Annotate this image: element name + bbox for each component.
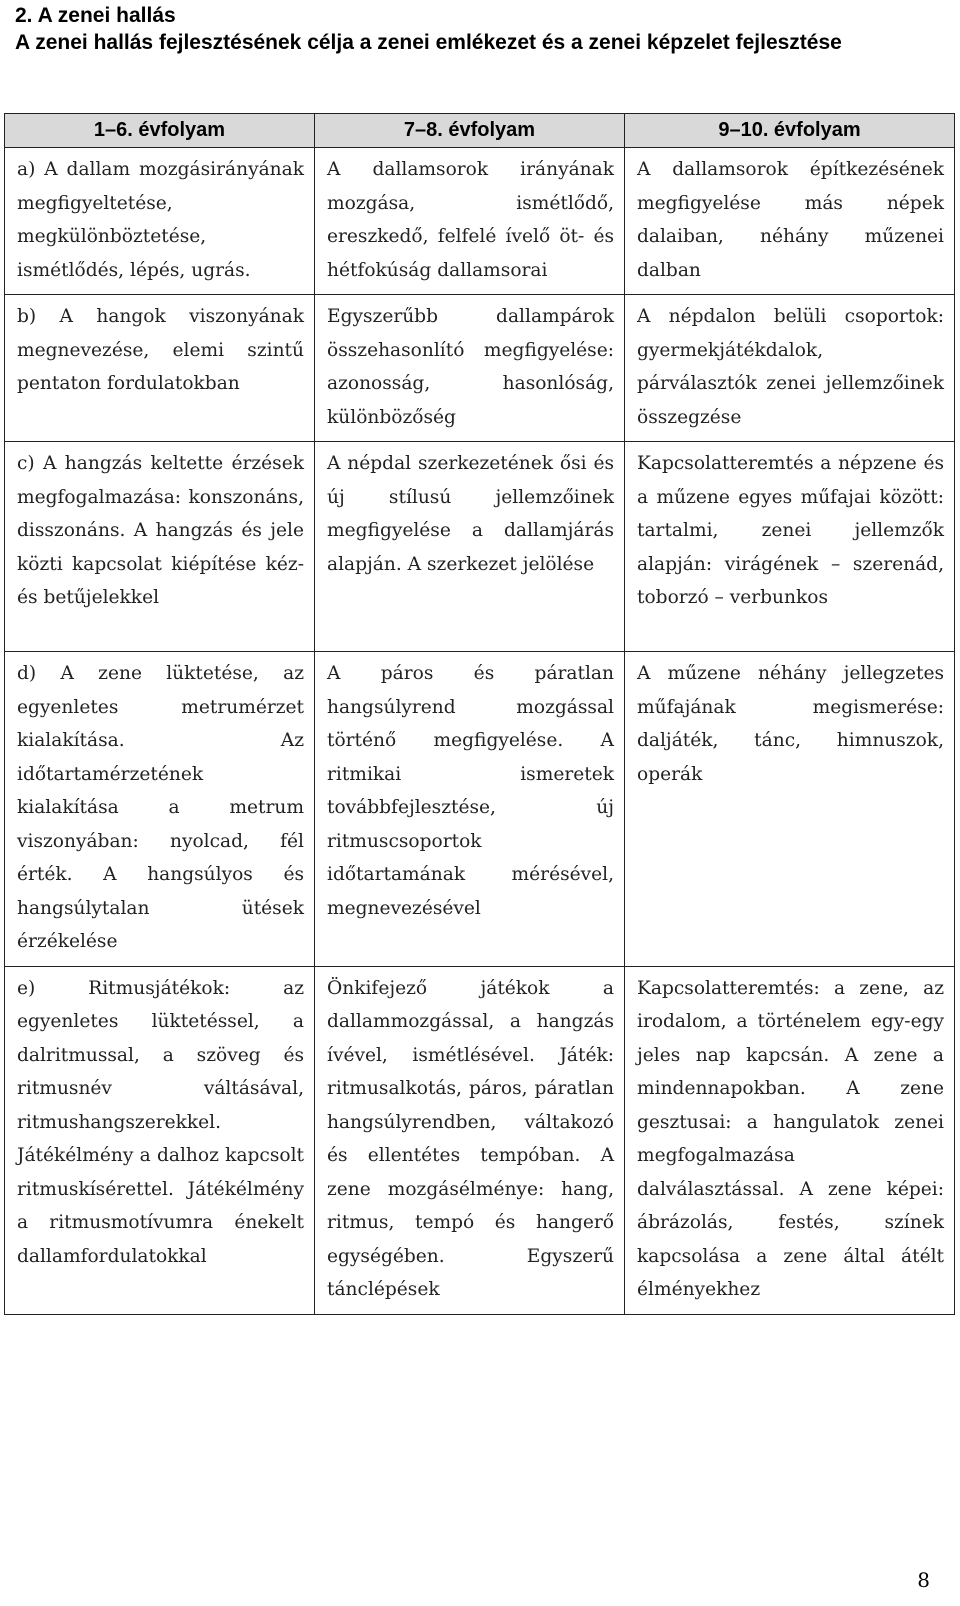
table-row: [5, 966, 955, 1314]
column-header-grade-9-10: 9–10. évfolyam: [625, 114, 955, 148]
table-cell: Kapcsolatteremtés: a zene, az irodalom, a történelem egy-egy jeles nap kapcsán. A zene a mindennapokban. A zene gesztusai: a hangulatok zenei megfogalmazása dalválasztással. A zene képei: ábrázolás, festés, színek kapcsolása a zene által átélt élményekhez: [625, 966, 955, 1314]
table-cell: a) A dallam mozgásirányának megfigyeltetése, megkülönböztetése, ismétlődés, lépés, ugrás.: [5, 148, 315, 295]
table-cell: A népdal szerkezetének ősi és új stílusú jellemzőinek megfigyelése a dallamjárás alapján. A szerkezet jelölése: [315, 442, 625, 652]
table-cell: e) Ritmusjátékok: az egyenletes lüktetéssel, a dalritmussal, a szöveg és ritmusnév váltásával, ritmushangszerekkel. Játékélmény a dalhoz kapcsolt ritmuskísérettel. Játékélmény a ritmusmotívumra énekelt dallamfordulatokkal: [5, 966, 315, 1314]
table-row: [5, 652, 955, 967]
section-heading: 2. A zenei hallás: [15, 4, 176, 27]
table-cell: A páros és páratlan hangsúlyrend mozgással történő megfigyelése. A ritmikai ismeretek továbbfejlesztése, új ritmuscsoportok időtartamának mérésével, megnevezésével: [315, 652, 625, 967]
table-cell: Kapcsolatteremtés a népzene és a műzene egyes műfajai között: tartalmi, zenei jellemzők alapján: virágének – szerenád, toborzó – verbunkos: [625, 442, 955, 652]
table-cell: A dallamsorok építkezésének megfigyelése más népek dalaiban, néhány műzenei dalban: [625, 148, 955, 295]
table-cell: A műzene néhány jellegzetes műfajának megismerése: daljáték, tánc, himnuszok, operák: [625, 652, 955, 967]
section-subtitle: A zenei hallás fejlesztésének célja a zenei emlékezet és a zenei képzelet fejlesztése: [15, 31, 842, 54]
table-cell: c) A hangzás keltette érzések megfogalmazása: konszonáns, disszonáns. A hangzás és jele közti kapcsolat kiépítése kéz- és betűjelekkel: [5, 442, 315, 652]
table-cell: d) A zene lüktetése, az egyenletes metrumérzet kialakítása. Az időtartamérzetének kialakítása a metrum viszonyában: nyolcad, fél érték. A hangsúlyos és hangsúlytalan ütések érzékelése: [5, 652, 315, 967]
table-cell: A népdalon belüli csoportok: gyermekjátékdalok, párválasztók zenei jellemzőinek összegzése: [625, 295, 955, 442]
table-row: [5, 442, 955, 652]
table-row: [5, 295, 955, 442]
page-number: 8: [917, 1568, 930, 1592]
table-cell: A dallamsorok irányának mozgása, ismétlődő, ereszkedő, felfelé ívelő öt- és hétfokúság dallamsorai: [315, 148, 625, 295]
table-cell: b) A hangok viszonyának megnevezése, elemi szintű pentaton fordulatokban: [5, 295, 315, 442]
table-cell: Önkifejező játékok a dallammozgással, a hangzás ívével, ismétlésével. Játék: ritmusalkotás, páros, páratlan hangsúlyrendben, váltakozó és ellentétes tempóban. A zene mozgásélménye: hang, ritmus, tempó és hangerő egységében. Egyszerű tánclépések: [315, 966, 625, 1314]
column-header-grade-7-8: 7–8. évfolyam: [315, 114, 625, 148]
table-header-row: [5, 114, 955, 148]
table-cell: Egyszerűbb dallampárok összehasonlító megfigyelése: azonosság, hasonlóság, különbözőség: [315, 295, 625, 442]
curriculum-table: [4, 113, 955, 1315]
column-header-grade-1-6: 1–6. évfolyam: [5, 114, 315, 148]
table-row: [5, 148, 955, 295]
